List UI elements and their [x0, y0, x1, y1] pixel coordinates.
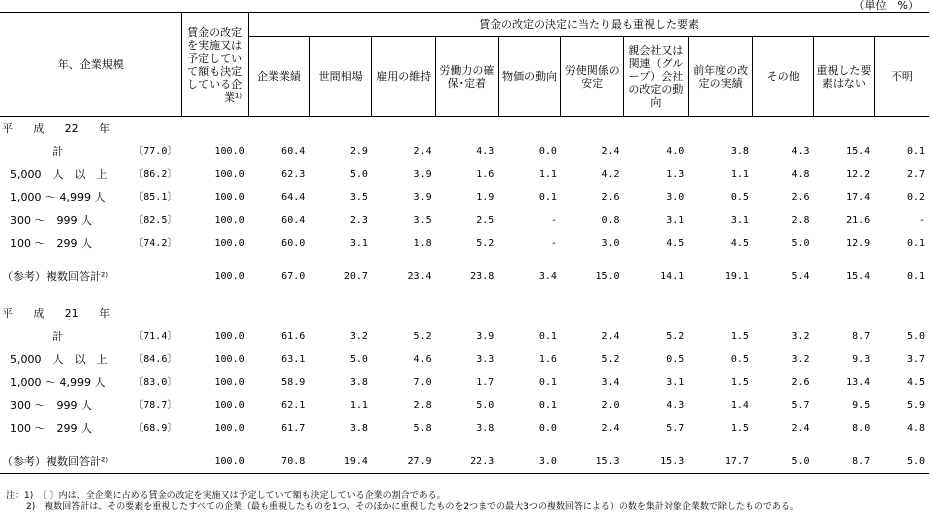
- value-cell: 0.5: [666, 354, 685, 365]
- value-cell: 1.5: [730, 331, 749, 342]
- value-cell: 5.4: [791, 271, 810, 282]
- spacer-row: [0, 440, 929, 450]
- table-body: [0, 117, 929, 474]
- value-cell: 13.4: [846, 377, 871, 388]
- value-cell: 20.7: [343, 271, 368, 282]
- value-cell: 3.2: [791, 354, 810, 365]
- header-col: 雇用の維持: [372, 37, 436, 117]
- value-cell: 4.8: [791, 169, 810, 180]
- value-cell: 1.7: [476, 377, 495, 388]
- header-col: 企業業績: [249, 37, 310, 117]
- value-cell: 3.8: [349, 423, 368, 434]
- value-cell: 3.9: [413, 192, 432, 203]
- value-cell: 0.8: [601, 215, 620, 226]
- value-cell: 4.3: [476, 146, 495, 157]
- value-cell: 4.3: [666, 400, 685, 411]
- row-total: 100.0: [214, 146, 245, 157]
- value-cell: 5.2: [666, 331, 685, 342]
- value-cell: 4.5: [666, 238, 685, 249]
- row-total: 100.0: [182, 450, 249, 474]
- year-text: [2, 302, 110, 325]
- table-row: [0, 325, 929, 348]
- value-cell: 2.7: [906, 169, 925, 180]
- value-cell: 0.0: [538, 146, 557, 157]
- value-cell: 2.4: [413, 146, 432, 157]
- value-cell: 5.9: [906, 400, 925, 411]
- bracket-share: 〔83.0〕: [133, 377, 178, 388]
- row-label: 300 ～ 999 人: [10, 214, 92, 227]
- year-text: [2, 117, 110, 140]
- table-row: [0, 140, 929, 163]
- header-year-size: 年、企業規模: [0, 13, 182, 117]
- table-row: [0, 163, 929, 186]
- value-cell: 4.0: [666, 146, 685, 157]
- value-cell: 5.8: [413, 423, 432, 434]
- value-cell: 17.4: [846, 192, 871, 203]
- value-cell: 8.0: [852, 423, 871, 434]
- year-label: [0, 117, 929, 141]
- row-total: 100.0: [214, 400, 245, 411]
- value-cell: 4.6: [413, 354, 432, 365]
- row-total: 100.0: [214, 354, 245, 365]
- year-part: 22: [64, 122, 79, 135]
- value-cell: 3.5: [413, 215, 432, 226]
- value-cell: 15.0: [595, 271, 620, 282]
- reference-label: （参考）複数回答計²⁾: [0, 450, 182, 474]
- value-cell: 4.5: [906, 377, 925, 388]
- value-cell: 2.6: [791, 192, 810, 203]
- value-cell: 0.5: [730, 192, 749, 203]
- value-cell: 19.4: [309, 450, 372, 474]
- spacer-row: [0, 288, 929, 302]
- bracket-share: 〔85.1〕: [133, 192, 178, 203]
- value-cell: 3.2: [349, 331, 368, 342]
- year-part: 年: [98, 307, 110, 320]
- value-cell: 17.7: [688, 450, 753, 474]
- footnotes: [6, 491, 799, 513]
- bracket-share: 〔77.0〕: [133, 146, 178, 157]
- value-cell: 3.0: [666, 192, 685, 203]
- value-cell: 5.2: [413, 331, 432, 342]
- unit-label: （単位 %）: [853, 0, 919, 12]
- value-cell: 4.5: [730, 238, 749, 249]
- table-row: [0, 371, 929, 394]
- header-col: 不明: [874, 37, 929, 117]
- bracket-share: 〔68.9〕: [133, 423, 178, 434]
- value-cell: 4.8: [906, 423, 925, 434]
- value-cell: 23.4: [407, 271, 432, 282]
- row-label: 計: [52, 145, 64, 158]
- row-total: 100.0: [214, 215, 245, 226]
- value-cell: 2.4: [791, 423, 810, 434]
- row-total: 100.0: [214, 169, 245, 180]
- value-cell: 0.1: [538, 192, 557, 203]
- value-cell: 3.9: [476, 331, 495, 342]
- row-total: 100.0: [214, 192, 245, 203]
- table-row: [0, 394, 929, 417]
- value-cell: 67.0: [281, 271, 306, 282]
- spacer-row: [0, 255, 929, 265]
- value-cell: 15.3: [561, 450, 624, 474]
- value-cell: 9.3: [852, 354, 871, 365]
- value-cell: 1.1: [538, 169, 557, 180]
- spacer-cell: [0, 255, 929, 265]
- value-cell: 5.0: [791, 238, 810, 249]
- wage-revision-table: [0, 12, 929, 474]
- value-cell: 5.0: [476, 400, 495, 411]
- row-total: 100.0: [214, 377, 245, 388]
- value-cell: 9.5: [852, 400, 871, 411]
- value-cell: 3.8: [476, 423, 495, 434]
- row-label: 100 ～ 299 人: [10, 422, 92, 435]
- value-cell: 8.7: [814, 450, 875, 474]
- value-cell: 3.4: [538, 271, 557, 282]
- header-col: 前年度の改定の実績: [688, 37, 753, 117]
- value-cell: 70.8: [249, 450, 310, 474]
- spacer-cell: [0, 288, 929, 302]
- value-cell: 4.3: [791, 146, 810, 157]
- header-col: 物価の動向: [498, 37, 561, 117]
- value-cell: 27.9: [372, 450, 436, 474]
- value-cell: 3.1: [666, 377, 685, 388]
- row-label: 100 ～ 299 人: [10, 237, 92, 250]
- value-cell: 1.6: [538, 354, 557, 365]
- value-cell: 3.2: [791, 331, 810, 342]
- reference-row: [0, 450, 929, 474]
- value-cell: 5.2: [476, 238, 495, 249]
- value-cell: 0.1: [906, 238, 925, 249]
- value-cell: 4.2: [601, 169, 620, 180]
- value-cell: 0.2: [906, 192, 925, 203]
- row-label: 5,000 人 以 上: [10, 168, 108, 181]
- value-cell: 5.0: [906, 331, 925, 342]
- value-cell: 64.4: [281, 192, 306, 203]
- table-row: [0, 417, 929, 440]
- value-cell: 62.3: [281, 169, 306, 180]
- value-cell: 60.4: [281, 146, 306, 157]
- value-cell: 0.1: [538, 377, 557, 388]
- footnote-1: 注：1) 〔 〕内は、全企業に占める賃金の改定を実施又は予定していて額も決定している企業の割合である。: [6, 491, 446, 501]
- value-cell: 62.1: [281, 400, 306, 411]
- value-cell: 1.6: [476, 169, 495, 180]
- value-cell: 3.7: [906, 354, 925, 365]
- row-label: 計: [52, 330, 64, 343]
- bracket-share: 〔74.2〕: [133, 238, 178, 249]
- spacer-cell: [0, 440, 929, 450]
- year-label: [0, 302, 929, 325]
- header-col: 世間相場: [309, 37, 372, 117]
- value-cell: 21.6: [846, 215, 871, 226]
- value-cell: 1.4: [730, 400, 749, 411]
- value-cell: 3.0: [601, 238, 620, 249]
- year-part: 成: [33, 307, 45, 320]
- value-cell: -: [918, 215, 925, 226]
- value-cell: 1.5: [730, 423, 749, 434]
- value-cell: 0.1: [906, 271, 925, 282]
- value-cell: 5.0: [753, 450, 814, 474]
- value-cell: 2.9: [349, 146, 368, 157]
- value-cell: 3.4: [601, 377, 620, 388]
- row-label: 1,000 ～ 4,999 人: [10, 191, 106, 204]
- value-cell: 1.5: [730, 377, 749, 388]
- value-cell: 2.8: [413, 400, 432, 411]
- value-cell: 12.9: [846, 238, 871, 249]
- value-cell: 14.1: [660, 271, 685, 282]
- row-label: 300 ～ 999 人: [10, 399, 92, 412]
- value-cell: 2.4: [601, 146, 620, 157]
- year-part: 21: [64, 307, 79, 320]
- row-total: 100.0: [214, 271, 245, 282]
- value-cell: 15.3: [624, 450, 689, 474]
- value-cell: 5.7: [666, 423, 685, 434]
- value-cell: 61.6: [281, 331, 306, 342]
- value-cell: 2.4: [601, 423, 620, 434]
- bracket-share: 〔82.5〕: [133, 215, 178, 226]
- value-cell: 5.0: [874, 450, 929, 474]
- reference-label: （参考）複数回答計²⁾: [2, 270, 109, 283]
- value-cell: 22.3: [436, 450, 499, 474]
- year-part: 年: [98, 122, 110, 135]
- year-part: 平: [2, 122, 13, 135]
- value-cell: 5.2: [601, 354, 620, 365]
- row-total: 100.0: [214, 423, 245, 434]
- row-label: 5,000 人 以 上: [10, 353, 108, 366]
- value-cell: 0.1: [538, 331, 557, 342]
- value-cell: 15.4: [846, 271, 871, 282]
- value-cell: 2.3: [349, 215, 368, 226]
- header-col: 労働力の確保･定着: [436, 37, 499, 117]
- header-col: その他: [753, 37, 814, 117]
- value-cell: 2.6: [601, 192, 620, 203]
- header-firms: 賃金の改定を実施又は予定していて額も決定している企業¹⁾: [182, 13, 249, 117]
- value-cell: 61.7: [281, 423, 306, 434]
- value-cell: 0.0: [538, 423, 557, 434]
- value-cell: 12.2: [846, 169, 871, 180]
- value-cell: 3.0: [498, 450, 561, 474]
- value-cell: 5.0: [349, 169, 368, 180]
- year-part: 成: [33, 122, 45, 135]
- value-cell: 2.0: [601, 400, 620, 411]
- value-cell: 2.5: [476, 215, 495, 226]
- table-row: [0, 232, 929, 255]
- bracket-share: 〔71.4〕: [133, 331, 178, 342]
- value-cell: 3.9: [413, 169, 432, 180]
- value-cell: 60.0: [281, 238, 306, 249]
- value-cell: 1.3: [666, 169, 685, 180]
- year-row: [0, 302, 929, 325]
- value-cell: 15.4: [846, 146, 871, 157]
- header-col: 重視した要素はない: [814, 37, 875, 117]
- header-group: 賃金の改定の決定に当たり最も重視した要素: [249, 13, 929, 37]
- value-cell: 7.0: [413, 377, 432, 388]
- value-cell: 3.3: [476, 354, 495, 365]
- row-label: 1,000 ～ 4,999 人: [10, 376, 106, 389]
- bracket-share: 〔84.6〕: [133, 354, 178, 365]
- value-cell: 60.4: [281, 215, 306, 226]
- bracket-share: 〔86.2〕: [133, 169, 178, 180]
- value-cell: 2.8: [791, 215, 810, 226]
- table-row: [0, 348, 929, 371]
- value-cell: -: [550, 215, 557, 226]
- value-cell: 8.7: [852, 331, 871, 342]
- table-row: [0, 209, 929, 232]
- value-cell: 3.1: [666, 215, 685, 226]
- value-cell: 3.1: [349, 238, 368, 249]
- value-cell: -: [550, 238, 557, 249]
- value-cell: 3.8: [349, 377, 368, 388]
- header-col: 労使関係の安定: [561, 37, 624, 117]
- reference-row: [0, 265, 929, 288]
- table-row: [0, 186, 929, 209]
- value-cell: 0.5: [730, 354, 749, 365]
- value-cell: 1.9: [476, 192, 495, 203]
- header-col: 親会社又は関連（グループ）会社の改定の動向: [624, 37, 689, 117]
- value-cell: 63.1: [281, 354, 306, 365]
- value-cell: 3.8: [730, 146, 749, 157]
- value-cell: 0.1: [906, 146, 925, 157]
- value-cell: 3.5: [349, 192, 368, 203]
- value-cell: 23.8: [470, 271, 495, 282]
- value-cell: 1.1: [349, 400, 368, 411]
- value-cell: 58.9: [281, 377, 306, 388]
- value-cell: 2.4: [601, 331, 620, 342]
- year-part: 平: [2, 307, 13, 320]
- value-cell: 5.7: [791, 400, 810, 411]
- value-cell: 1.1: [730, 169, 749, 180]
- value-cell: 19.1: [724, 271, 749, 282]
- value-cell: 5.0: [349, 354, 368, 365]
- value-cell: 2.6: [791, 377, 810, 388]
- bracket-share: 〔78.7〕: [133, 400, 178, 411]
- value-cell: 1.8: [413, 238, 432, 249]
- value-cell: 3.1: [730, 215, 749, 226]
- row-total: 100.0: [214, 238, 245, 249]
- year-row: [0, 117, 929, 141]
- footnote-2: 2) 複数回答計は、その要素を重視したすべての企業（最も重視したものを1つ、そのほかに重視したものを2つまでの最大3つの複数回答による）の数を集計対象企業数で除したものである。: [26, 502, 799, 512]
- value-cell: 0.1: [538, 400, 557, 411]
- row-total: 100.0: [214, 331, 245, 342]
